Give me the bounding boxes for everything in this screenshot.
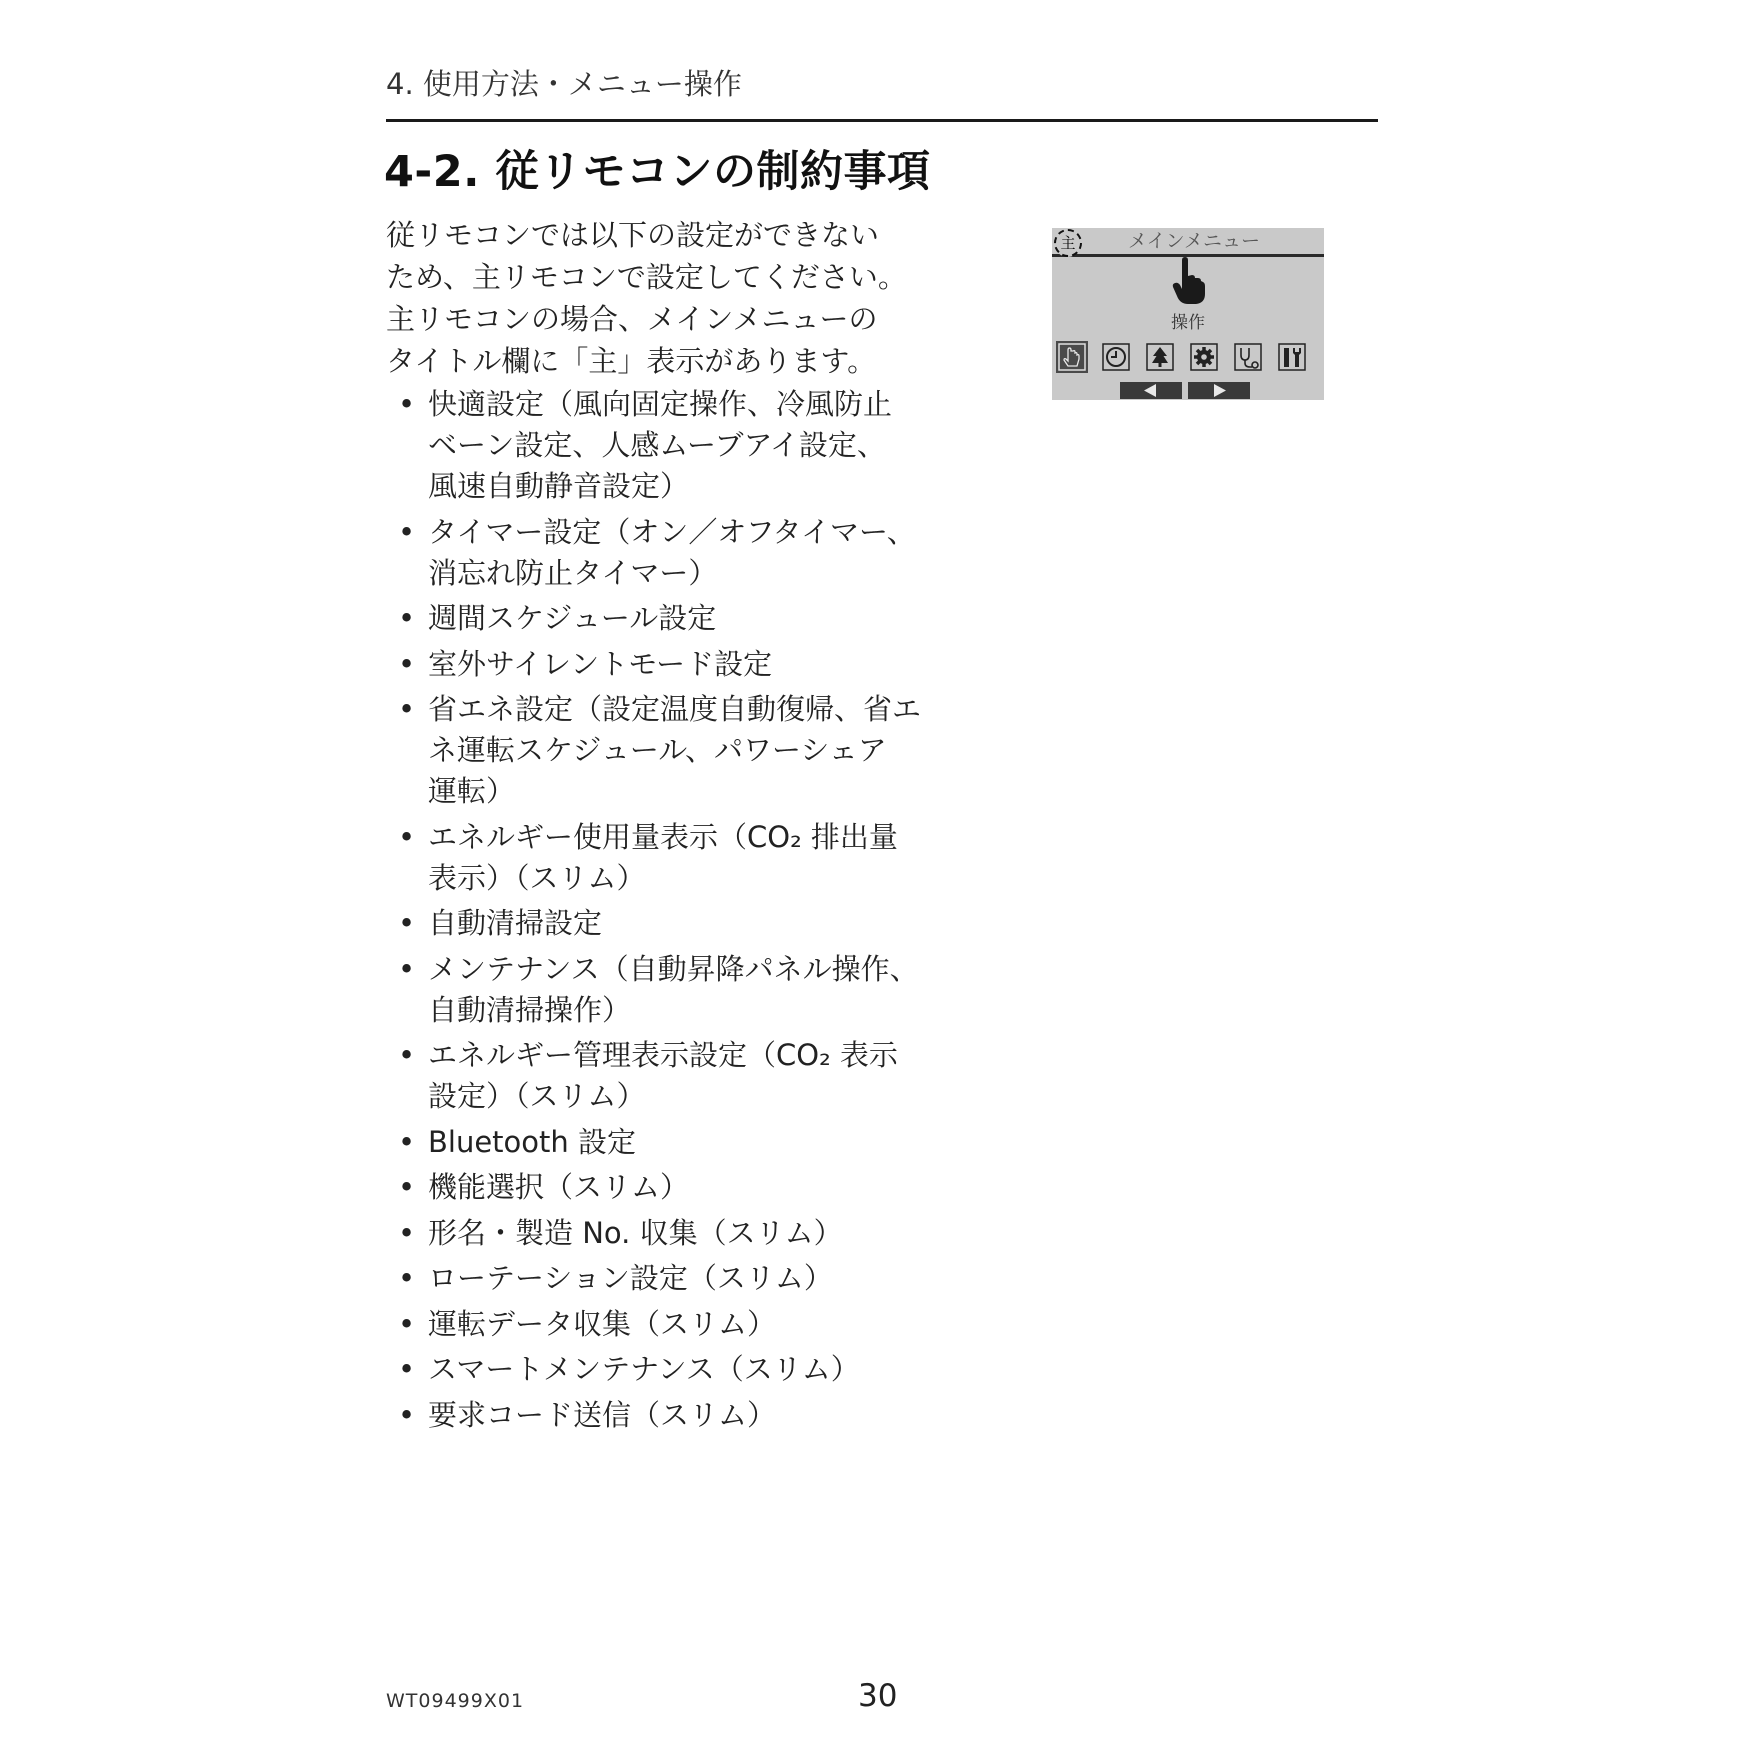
restriction-item-line: 快適設定（風向固定操作、冷風防止: [428, 387, 893, 421]
bullet-symbol: •: [398, 514, 416, 549]
bullet-symbol: •: [398, 1306, 416, 1341]
restriction-item-line: 運転）: [428, 774, 516, 808]
restriction-item-line: 風速自動静音設定）: [428, 469, 690, 503]
restriction-item: [398, 817, 938, 899]
bullet-symbol: •: [398, 1397, 416, 1432]
restriction-item: [398, 384, 938, 507]
restriction-item-line: エネルギー使用量表示（CO₂ 排出量: [428, 819, 898, 854]
hand-icon: [1056, 341, 1088, 373]
clock-icon: [1100, 341, 1132, 373]
restriction-item: [398, 1167, 938, 1208]
restriction-item-line: 要求コード送信（スリム）: [428, 1397, 777, 1432]
bullet-symbol: •: [398, 692, 416, 726]
restriction-item-line: 形名・製造 No. 収集（スリム）: [428, 1215, 843, 1250]
bullet-symbol: •: [398, 1261, 416, 1295]
restriction-list: [398, 384, 938, 1440]
restriction-item-line: メンテナンス（自動昇降パネル操作、: [428, 951, 919, 986]
intro-line: タイトル欄に「主」表示があります。: [386, 344, 877, 378]
hand-pointer-icon: [1170, 256, 1206, 306]
stethoscope-icon: [1232, 341, 1264, 373]
restriction-item-line: 消忘れ防止タイマー）: [428, 555, 718, 590]
restriction-item: [398, 598, 938, 639]
bullet-symbol: •: [398, 819, 416, 854]
intro-line: 主リモコンの場合、メインメニューの: [386, 302, 878, 336]
restriction-item-line: 自動清掃操作）: [428, 992, 632, 1027]
bullet-symbol: •: [398, 601, 416, 635]
screen-title: メインメニュー: [1128, 230, 1261, 252]
restriction-item-line: Bluetooth 設定: [428, 1124, 636, 1159]
restriction-item-line: ベーン設定、人感ムーブアイ設定、: [428, 428, 886, 462]
restriction-item: [398, 949, 938, 1031]
restriction-item: [398, 1122, 938, 1163]
restriction-item: [398, 1349, 938, 1390]
bullet-symbol: •: [398, 646, 416, 681]
intro-line: ため、主リモコンで設定してください。: [386, 260, 907, 294]
restriction-item-line: 機能選択（スリム）: [428, 1170, 690, 1204]
restriction-item: [398, 1258, 938, 1299]
restriction-item-line: 運転データ収集（スリム）: [428, 1306, 777, 1341]
bullet-symbol: •: [398, 1215, 416, 1250]
intro-line: 従リモコンでは以下の設定ができない: [386, 218, 880, 252]
bullet-symbol: •: [398, 906, 416, 940]
running-head: 4. 使用方法・メニュー操作: [386, 67, 742, 101]
section-title: 4-2. 従リモコンの制約事項: [384, 147, 931, 197]
bullet-symbol: •: [398, 387, 416, 421]
restriction-item: [398, 512, 938, 594]
restriction-item: [398, 1304, 938, 1345]
remote-screen-illustration: [1052, 228, 1324, 400]
bullet-symbol: •: [398, 1038, 416, 1072]
restriction-item-line: タイマー設定（オン／オフタイマー、: [428, 514, 916, 549]
tools-icon: [1276, 341, 1308, 373]
left-arrow-icon: [1120, 382, 1182, 399]
intro-paragraph: [386, 214, 916, 382]
selected-menu-label: 操作: [1171, 313, 1205, 333]
restriction-item-line: エネルギー管理表示設定（CO₂ 表示: [428, 1038, 898, 1072]
restriction-item-line: 週間スケジュール設定: [428, 601, 717, 635]
restriction-item-line: 自動清掃設定: [428, 906, 603, 940]
bullet-symbol: •: [398, 951, 416, 986]
bullet-symbol: •: [398, 1124, 416, 1159]
restriction-item: [398, 1035, 938, 1117]
screen-title-bar: [1052, 228, 1324, 257]
main-badge: 主: [1054, 229, 1082, 257]
document-code: WT09499X01: [386, 1690, 525, 1712]
restriction-item-line: 省エネ設定（設定温度自動復帰、省エ: [428, 692, 922, 726]
right-arrow-icon: [1188, 382, 1250, 399]
page-number: 30: [858, 1678, 898, 1714]
menu-icon-row: [1056, 338, 1324, 378]
restriction-item: [398, 1213, 938, 1254]
header-rule: [386, 119, 1378, 122]
bullet-symbol: •: [398, 1170, 416, 1204]
restriction-item-line: ローテーション設定（スリム）: [428, 1261, 833, 1295]
restriction-item-line: 室外サイレントモード設定: [428, 646, 773, 681]
gear-icon: [1188, 341, 1220, 373]
restriction-item: [398, 1395, 938, 1436]
restriction-item-line: 設定）（スリム）: [428, 1079, 646, 1113]
bullet-symbol: •: [398, 1352, 416, 1386]
restriction-item-line: 表示）（スリム）: [428, 860, 646, 895]
restriction-item: [398, 644, 938, 685]
tree-icon: [1144, 341, 1176, 373]
restriction-item-line: スマートメンテナンス（スリム）: [428, 1352, 860, 1386]
restriction-item: [398, 689, 938, 812]
restriction-item-line: ネ運転スケジュール、パワーシェア: [428, 733, 887, 767]
restriction-item: [398, 903, 938, 944]
